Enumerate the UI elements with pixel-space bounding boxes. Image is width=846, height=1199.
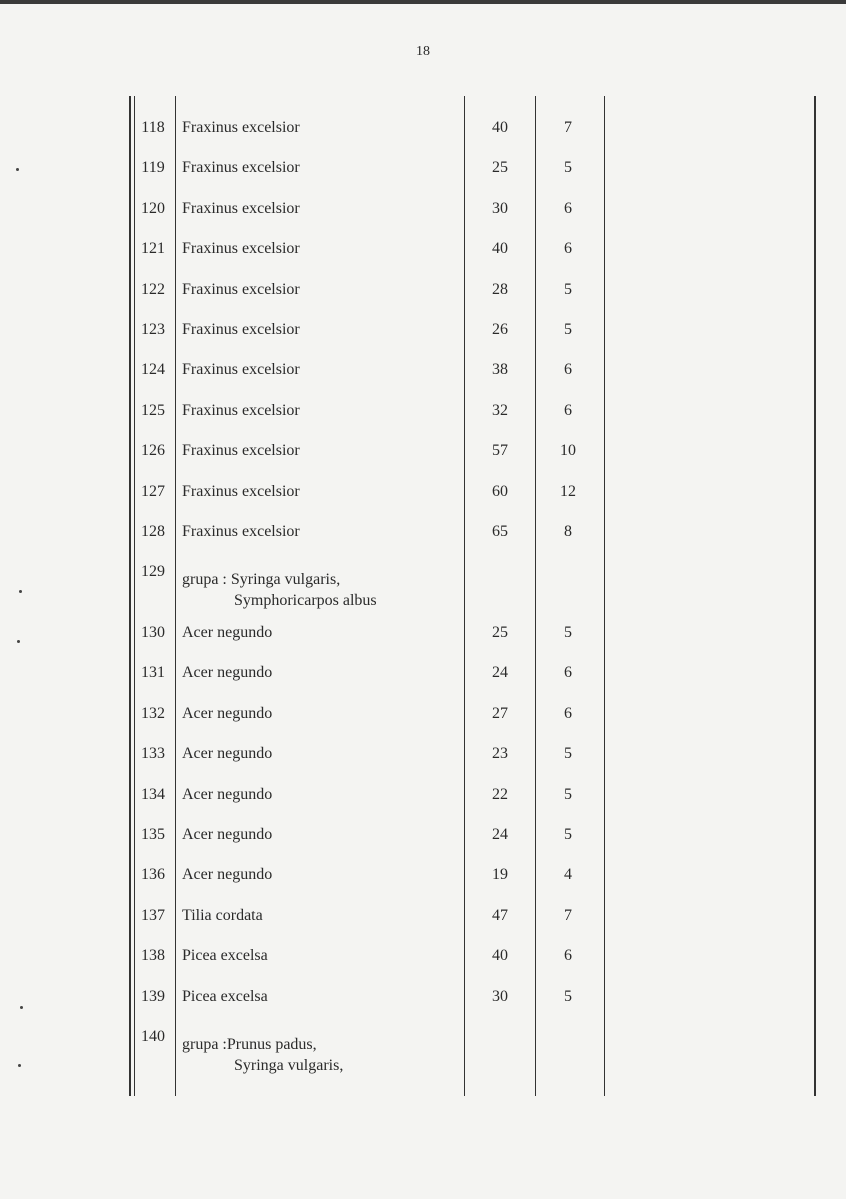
tree-height: 6: [564, 199, 572, 217]
species-name: Fraxinus excelsior: [182, 321, 300, 338]
trunk-circumference: 19: [492, 866, 508, 884]
species-name: Fraxinus excelsior: [182, 199, 300, 217]
species-name: Fraxinus excelsior: [182, 361, 300, 379]
species-name: Fraxinus excelsior: [182, 523, 300, 540]
row-number: 128: [141, 523, 165, 540]
tree-height: 6: [564, 401, 572, 419]
trunk-circumference: 23: [492, 745, 508, 763]
species-name: Fraxinus excelsior: [182, 240, 300, 258]
table-row: [0, 785, 846, 825]
species-name: grupa : Syringa vulgaris,: [182, 571, 341, 589]
trunk-circumference: 27: [492, 704, 508, 722]
row-number: 139: [141, 987, 165, 1005]
row-number: 130: [141, 624, 165, 641]
tree-height: 4: [564, 866, 572, 884]
trunk-circumference: 22: [492, 785, 508, 803]
table-row: [0, 562, 846, 610]
scan-speck: [18, 1064, 21, 1067]
species-name: Fraxinus excelsior: [182, 442, 300, 460]
trunk-circumference: 24: [492, 826, 508, 843]
table-row: [0, 158, 846, 198]
row-number: 134: [141, 785, 165, 803]
tree-height: 5: [564, 785, 572, 803]
row-number: 129: [141, 563, 165, 581]
table-row: [0, 623, 846, 663]
tree-height: 6: [564, 361, 572, 379]
row-number: 135: [141, 826, 165, 843]
row-number: 118: [141, 119, 165, 136]
table-row: [0, 199, 846, 239]
table-row: [0, 280, 846, 320]
tree-height: 5: [564, 987, 572, 1005]
tree-height: 12: [560, 482, 576, 500]
row-number: 137: [141, 906, 165, 924]
trunk-circumference: 28: [492, 280, 508, 298]
species-name: Acer negundo: [182, 785, 273, 803]
row-number: 131: [141, 664, 165, 682]
trunk-circumference: 40: [492, 119, 508, 136]
species-name: Acer negundo: [182, 826, 273, 843]
row-number: 126: [141, 442, 165, 460]
scan-speck: [20, 1006, 23, 1009]
trunk-circumference: 30: [492, 199, 508, 217]
trunk-circumference: 26: [492, 321, 508, 338]
row-number: 121: [141, 240, 165, 258]
trunk-circumference: 40: [492, 947, 508, 965]
row-number: 120: [141, 199, 165, 217]
table-row: [0, 825, 846, 865]
table-row: [0, 118, 846, 158]
tree-height: 7: [564, 906, 572, 924]
species-name: grupa :Prunus padus,: [182, 1036, 317, 1053]
row-number: 123: [141, 321, 165, 338]
tree-height: 6: [564, 664, 572, 682]
species-name-continued: Symphoricarpos albus: [234, 592, 377, 610]
species-name: Acer negundo: [182, 704, 273, 722]
species-name: Fraxinus excelsior: [182, 119, 300, 136]
tree-height: 6: [564, 704, 572, 722]
species-name: Picea excelsa: [182, 947, 268, 965]
species-name: Fraxinus excelsior: [182, 159, 300, 177]
species-name: Fraxinus excelsior: [182, 401, 300, 419]
trunk-circumference: 60: [492, 482, 508, 500]
table-row: [0, 401, 846, 441]
trunk-circumference: 25: [492, 624, 508, 641]
table-row: [0, 987, 846, 1027]
row-number: 133: [141, 745, 165, 763]
row-number: 140: [141, 1028, 165, 1045]
row-number: 122: [141, 280, 165, 298]
tree-height: 6: [564, 240, 572, 258]
row-number: 136: [141, 866, 165, 884]
tree-height: 8: [564, 523, 572, 540]
scan-speck: [17, 640, 20, 643]
trunk-circumference: 38: [492, 361, 508, 379]
scan-speck: [19, 590, 22, 593]
tree-height: 5: [564, 321, 572, 338]
tree-height: 6: [564, 947, 572, 965]
species-name: Acer negundo: [182, 624, 273, 641]
trunk-circumference: 40: [492, 240, 508, 258]
table-row: [0, 946, 846, 986]
trunk-circumference: 30: [492, 987, 508, 1005]
tree-height: 5: [564, 280, 572, 298]
table-row: [0, 906, 846, 946]
table-row: [0, 239, 846, 279]
table-row: [0, 320, 846, 360]
trunk-circumference: 25: [492, 159, 508, 177]
row-number: 124: [141, 361, 165, 379]
row-number: 127: [141, 482, 165, 500]
row-number: 138: [141, 947, 165, 965]
trunk-circumference: 47: [492, 906, 508, 924]
page-number: 18: [416, 44, 430, 59]
table-row: [0, 441, 846, 481]
trunk-circumference: 57: [492, 442, 508, 460]
table-row: [0, 865, 846, 905]
trunk-circumference: 65: [492, 523, 508, 540]
row-number: 132: [141, 704, 165, 722]
table-row: [0, 1027, 846, 1074]
tree-height: 7: [564, 119, 572, 136]
trunk-circumference: 24: [492, 664, 508, 682]
table-row: [0, 744, 846, 784]
tree-height: 5: [564, 159, 572, 177]
table-row: [0, 704, 846, 744]
species-name: Fraxinus excelsior: [182, 482, 300, 500]
trunk-circumference: 32: [492, 401, 508, 419]
table-row: [0, 663, 846, 703]
tree-height: 5: [564, 624, 572, 641]
scan-speck: [16, 168, 19, 171]
table-row: [0, 360, 846, 400]
tree-height: 5: [564, 826, 572, 843]
species-name: Picea excelsa: [182, 987, 268, 1005]
species-name: Acer negundo: [182, 866, 273, 884]
row-number: 125: [141, 401, 165, 419]
species-name-continued: Syringa vulgaris,: [234, 1057, 344, 1074]
row-number: 119: [141, 159, 165, 177]
species-name: Fraxinus excelsior: [182, 280, 300, 298]
table-row: [0, 522, 846, 562]
tree-height: 5: [564, 745, 572, 763]
species-name: Tilia cordata: [182, 906, 263, 924]
table-row: [0, 482, 846, 522]
tree-height: 10: [560, 442, 576, 460]
species-name: Acer negundo: [182, 664, 273, 682]
species-name: Acer negundo: [182, 745, 273, 763]
